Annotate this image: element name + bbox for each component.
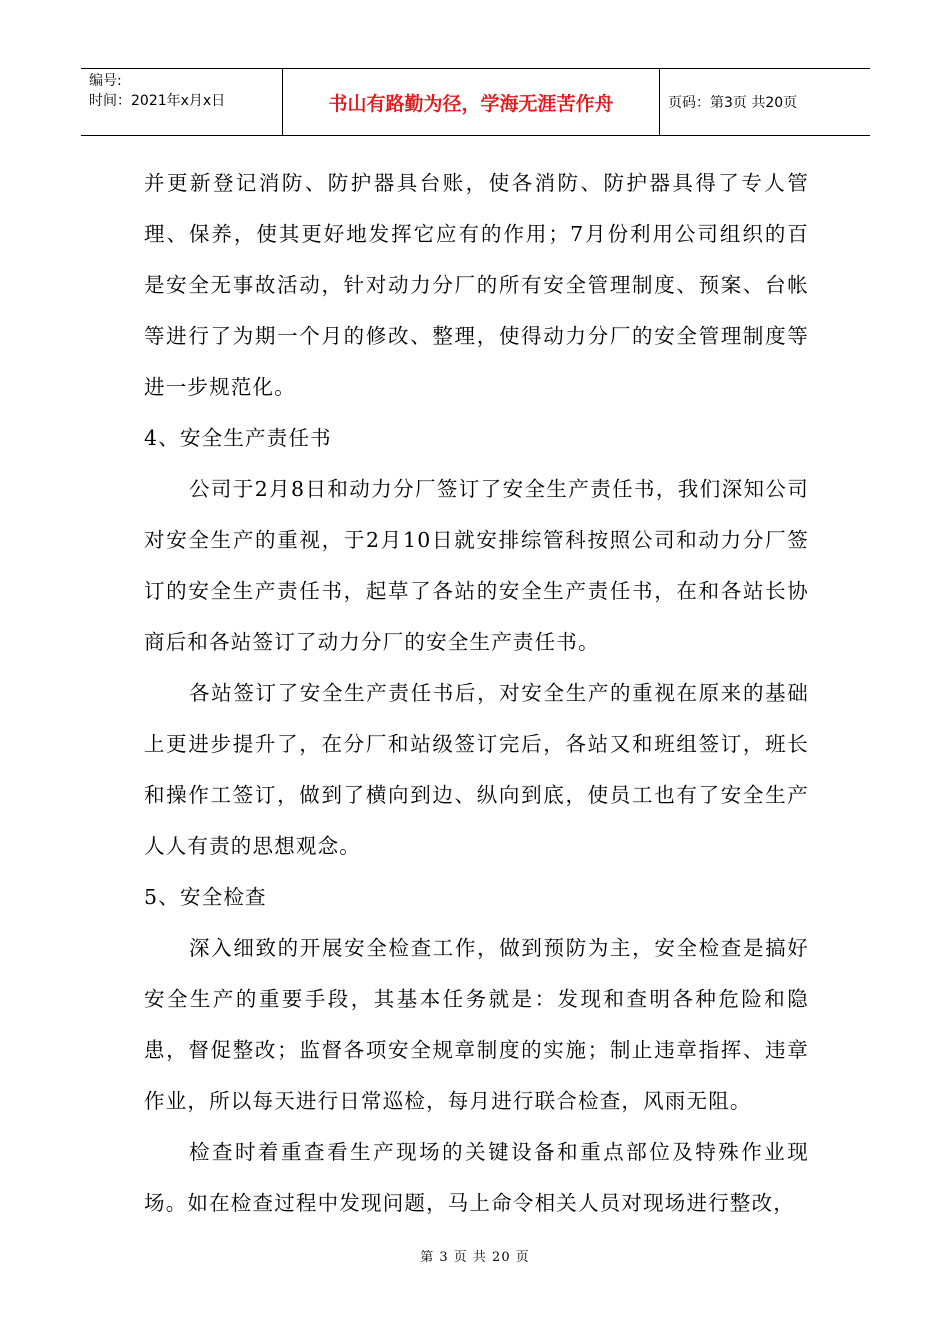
paragraph-responsibility-2: 各站签订了安全生产责任书后，对安全生产的重视在原来的基础上更进步提升了，在分厂和站级签订完后，各站又和班组签订，班长和操作工签订，做到了横向到边、纵向到底，使员工也有了安全生产人人有责的思想观念。 bbox=[144, 681, 809, 858]
paragraph-inspection-2: 检查时着重查看生产现场的关键设备和重点部位及特殊作业现场。如在检查过程中发现问题，马上命令相关人员对现场进行整改， bbox=[144, 1140, 809, 1215]
document-date: 时间：2021年x月x日 bbox=[89, 93, 226, 109]
header-meta bbox=[81, 69, 283, 135]
page-header bbox=[81, 68, 870, 136]
header-motto: 书山有路勤为径，学海无涯苦作舟 bbox=[283, 69, 660, 135]
page-footer: 第 3 页 共 20 页 bbox=[420, 1250, 530, 1265]
header-page-info: 页码：第3页 共20页 bbox=[668, 95, 798, 111]
document-body bbox=[144, 158, 809, 1229]
paragraph-continuation: 并更新登记消防、防护器具台账，使各消防、防护器具得了专人管理、保养，使其更好地发挥它应有的作用；7月份利用公司组织的百是安全无事故活动，针对动力分厂的所有安全管理制度、预案、台帐等进行了为期一个月的修改、整理，使得动力分厂的安全管理制度等进一步规范化。 bbox=[144, 171, 809, 399]
section-heading-inspection: 5、安全检查 bbox=[144, 885, 267, 909]
paragraph-inspection-1: 深入细致的开展安全检查工作，做到预防为主，安全检查是搞好安全生产的重要手段，其基本任务就是：发现和查明各种危险和隐患，督促整改；监督各项安全规章制度的实施；制止违章指挥、违章作业，所以每天进行日常巡检，每月进行联合检查，风雨无阻。 bbox=[144, 936, 809, 1113]
paragraph-responsibility-1: 公司于2月8日和动力分厂签订了安全生产责任书，我们深知公司对安全生产的重视，于2月10日就安排综管科按照公司和动力分厂签订的安全生产责任书，起草了各站的安全生产责任书，在和各站长协商后和各站签订了动力分厂的安全生产责任书。 bbox=[144, 477, 809, 654]
section-heading-responsibility: 4、安全生产责任书 bbox=[144, 426, 332, 450]
document-number-label: 编号: bbox=[89, 73, 122, 89]
